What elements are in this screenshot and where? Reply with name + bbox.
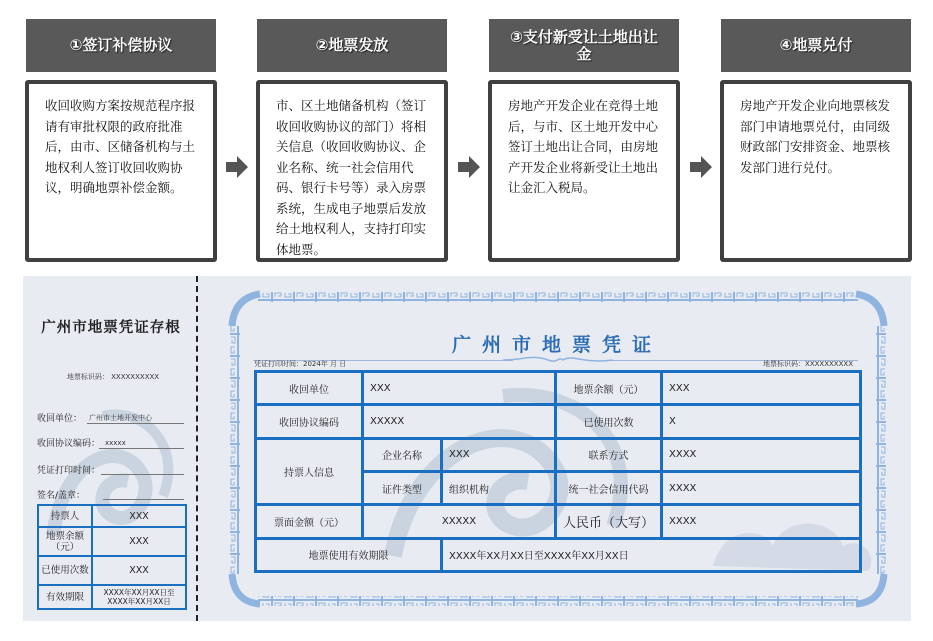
stub-key: 已使用次数 bbox=[38, 556, 92, 585]
step-3-header bbox=[489, 19, 679, 72]
step-2-text: 市、区土地储备机构（签订收回收购协议的部门）将相关信息（收回收购协议、企业名称、统一社会信用代码、银行卡号等）录入房票系统，生成电子地票后发放给土地权利人，支持打印实体地票。 bbox=[276, 98, 427, 257]
voucher-table bbox=[254, 370, 862, 573]
cell-label: 收回协议编码 bbox=[256, 405, 363, 438]
table-row bbox=[256, 505, 861, 538]
cell-value: XXXX年XX月XX日至XXXX年XX月XX日 bbox=[442, 538, 861, 571]
step-1-box bbox=[25, 80, 217, 262]
stub-field-line bbox=[101, 474, 184, 475]
voucher-id-label: 地票标识码： bbox=[763, 360, 806, 368]
stub-table-row bbox=[38, 556, 186, 585]
right-arrow-icon bbox=[458, 156, 480, 178]
stub-field-value: xxxxx bbox=[105, 439, 126, 447]
step-4-header bbox=[721, 19, 911, 72]
stub-table bbox=[37, 504, 187, 610]
table-row bbox=[256, 438, 861, 471]
cell-value: XXX bbox=[442, 438, 556, 471]
stub-field-label: 收回协议编码： bbox=[37, 439, 101, 449]
stub-field-line bbox=[87, 423, 184, 424]
stub-key: 持票人 bbox=[38, 505, 92, 527]
cell-value: XXXXX bbox=[363, 405, 556, 438]
cell-label: 地票余额（元） bbox=[556, 372, 662, 405]
cell-label: 地票使用有效期限 bbox=[256, 538, 442, 571]
right-arrow-icon bbox=[690, 156, 712, 178]
right-arrow-icon bbox=[226, 156, 248, 178]
stub-table-row bbox=[38, 585, 186, 609]
cell-value: XXXXX bbox=[363, 505, 556, 538]
cell-label: 人民币（大写） bbox=[556, 505, 662, 538]
step-4-text: 房地产开发企业向地票核发部门申请地票兑付，由同级财政部门安排资金、地票核发部门进行兑付。 bbox=[740, 98, 891, 175]
cell-label: 收回单位 bbox=[256, 372, 363, 405]
cell-label: 证件类型 bbox=[363, 471, 442, 504]
step-1-header bbox=[26, 19, 216, 72]
land-ticket bbox=[23, 276, 911, 621]
stub-field-label: 签名/盖章： bbox=[37, 491, 86, 501]
stub-value: XXX bbox=[92, 527, 186, 556]
stub-title: 广州市地票凭证存根 bbox=[41, 319, 181, 336]
step-3-box bbox=[488, 80, 680, 262]
step-2-box bbox=[256, 80, 448, 262]
step-3-title: ③支付新受让土地出让金 bbox=[510, 27, 658, 63]
cell-label: 票面金额（元） bbox=[256, 505, 363, 538]
stub-id bbox=[33, 372, 193, 382]
print-time: 凭证打印时间：2024年 月 日 bbox=[254, 360, 347, 368]
cell-label: 企业名称 bbox=[363, 438, 442, 471]
cell-value: XXXX bbox=[662, 438, 861, 471]
perforation-line bbox=[196, 276, 198, 621]
cell-label: 已使用次数 bbox=[556, 405, 662, 438]
step-3-text: 房地产开发企业在竞得土地后，与市、区土地开发中心签订土地出让合同，由房地产开发企业将新受让土地出让金汇入税局。 bbox=[508, 98, 659, 195]
cell-label: 联系方式 bbox=[556, 438, 662, 471]
cell-value: XXXX bbox=[662, 505, 861, 538]
step-4-title: ④地票兑付 bbox=[779, 36, 853, 54]
step-4-box bbox=[720, 80, 912, 262]
step-2-header bbox=[257, 19, 447, 72]
cell-value: XXX bbox=[662, 372, 861, 405]
voucher-id-value: XXXXXXXXXX bbox=[805, 360, 853, 368]
table-row bbox=[256, 538, 861, 571]
cell-value: X bbox=[662, 405, 861, 438]
stub-field-label: 凭证打印时间： bbox=[37, 466, 101, 476]
stub-table-row bbox=[38, 505, 186, 527]
stub-key: 有效期限 bbox=[38, 585, 92, 609]
step-1-text: 收回收购方案按规范程序报请有审批权限的政府批准后，由市、区储备机构与土地权利人签订收回收购协议，明确地票补偿金额。 bbox=[45, 98, 196, 195]
stub-field-label: 收回单位： bbox=[37, 414, 83, 424]
step-1-title: ①签订补偿协议 bbox=[69, 36, 173, 54]
stub-value: XXXX年XX月XX日至XXXX年XX月XX日 bbox=[92, 585, 186, 609]
stub-id-label: 地票标识码： bbox=[66, 373, 109, 381]
voucher-title: 广州市地票凭证 bbox=[451, 334, 662, 356]
stub-key: 地票余额（元） bbox=[38, 527, 92, 556]
cell-label: 统一社会信用代码 bbox=[556, 471, 662, 504]
stub-table-row bbox=[38, 527, 186, 556]
stub-field-line bbox=[99, 448, 184, 449]
cell-value: XXXX bbox=[662, 471, 861, 504]
ornament-swirl-icon bbox=[503, 352, 613, 368]
stub-field-line bbox=[103, 499, 184, 500]
table-row bbox=[256, 372, 861, 405]
table-row bbox=[256, 405, 861, 438]
stub-field-value: 广州市土地开发中心 bbox=[89, 414, 152, 422]
cell-value: XXX bbox=[363, 372, 556, 405]
cell-value: 组织机构 bbox=[442, 471, 556, 504]
step-2-title: ②地票发放 bbox=[315, 36, 389, 54]
voucher-id bbox=[763, 359, 853, 369]
cell-label: 持票人信息 bbox=[256, 438, 363, 505]
stub-value: XXX bbox=[92, 556, 186, 585]
stub-value: XXX bbox=[92, 505, 186, 527]
stub-id-value: XXXXXXXXXX bbox=[111, 373, 160, 381]
